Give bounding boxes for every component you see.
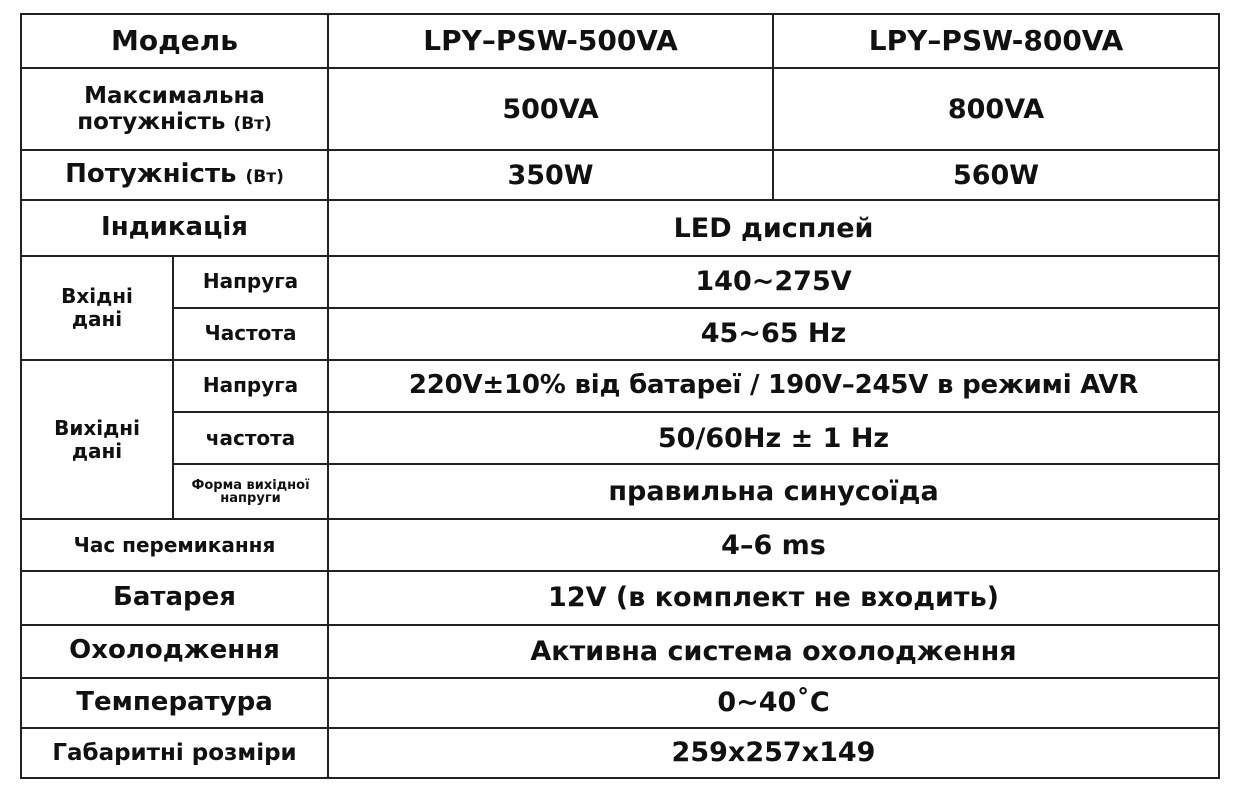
- row-indication: [21, 200, 1219, 255]
- temperature-label: Температура: [21, 678, 328, 728]
- input-group-label: [21, 256, 173, 360]
- switch-time-label: Час перемикання: [21, 519, 328, 571]
- output-waveform-label-line1: Форма вихідної: [191, 477, 310, 493]
- row-dimensions: [21, 728, 1219, 778]
- row-output-frequency: [21, 412, 1219, 464]
- input-group-line2: дані: [71, 306, 123, 331]
- row-model: [21, 14, 1219, 68]
- battery-value: 12V (в комплект не входить): [328, 571, 1219, 624]
- row-switch-time: [21, 519, 1219, 571]
- row-output-voltage: [21, 360, 1219, 412]
- max-power-unit: (Вт): [233, 114, 272, 135]
- output-waveform-label: [173, 464, 328, 519]
- input-frequency-label: Частота: [173, 308, 328, 360]
- max-power-label-line2: потужність: [77, 109, 226, 136]
- output-voltage-value: 220V±10% від батареї / 190V–245V в режимі AVR: [328, 360, 1219, 412]
- cooling-label: Охолодження: [21, 625, 328, 678]
- row-battery: [21, 571, 1219, 624]
- power-label-text: Потужність: [65, 159, 237, 190]
- input-group-line1: Вхідні: [61, 283, 133, 308]
- output-group-label: [21, 360, 173, 519]
- output-frequency-value: 50/60Hz ± 1 Hz: [328, 412, 1219, 464]
- model-label: Модель: [21, 14, 328, 68]
- power-500va: 350W: [328, 150, 773, 200]
- dimensions-label: Габаритні розміри: [21, 728, 328, 778]
- input-voltage-value: 140~275V: [328, 256, 1219, 308]
- battery-label: Батарея: [21, 571, 328, 624]
- indication-value: LED дисплей: [328, 200, 1219, 255]
- cooling-value: Активна система охолодження: [328, 625, 1219, 678]
- dimensions-value: 259x257x149: [328, 728, 1219, 778]
- output-waveform-label-line2: напруги: [220, 490, 281, 506]
- row-input-voltage: [21, 256, 1219, 308]
- row-input-frequency: [21, 308, 1219, 360]
- row-cooling: [21, 625, 1219, 678]
- power-800va: 560W: [773, 150, 1219, 200]
- row-power: [21, 150, 1219, 200]
- indication-label: Індикація: [21, 200, 328, 255]
- row-max-power: [21, 68, 1219, 150]
- input-frequency-value: 45~65 Hz: [328, 308, 1219, 360]
- output-frequency-label: частота: [173, 412, 328, 464]
- output-waveform-value: правильна синусоїда: [328, 464, 1219, 519]
- row-temperature: [21, 678, 1219, 728]
- row-output-waveform: [21, 464, 1219, 519]
- max-power-500va: 500VA: [328, 68, 773, 150]
- input-voltage-label: Напруга: [173, 256, 328, 308]
- temperature-value: 0~40˚C: [328, 678, 1219, 728]
- max-power-label: [21, 68, 328, 150]
- output-group-line2: дані: [71, 438, 123, 463]
- max-power-label-line1: Максимальна: [84, 82, 265, 109]
- output-group-line1: Вихідні: [54, 415, 140, 440]
- max-power-800va: 800VA: [773, 68, 1219, 150]
- model-800va: LPY–PSW-800VA: [773, 14, 1219, 68]
- switch-time-value: 4–6 ms: [328, 519, 1219, 571]
- power-label: [21, 150, 328, 200]
- output-voltage-label: Напруга: [173, 360, 328, 412]
- model-500va: LPY–PSW-500VA: [328, 14, 773, 68]
- power-unit: (Вт): [245, 167, 284, 188]
- spec-table: [20, 13, 1220, 779]
